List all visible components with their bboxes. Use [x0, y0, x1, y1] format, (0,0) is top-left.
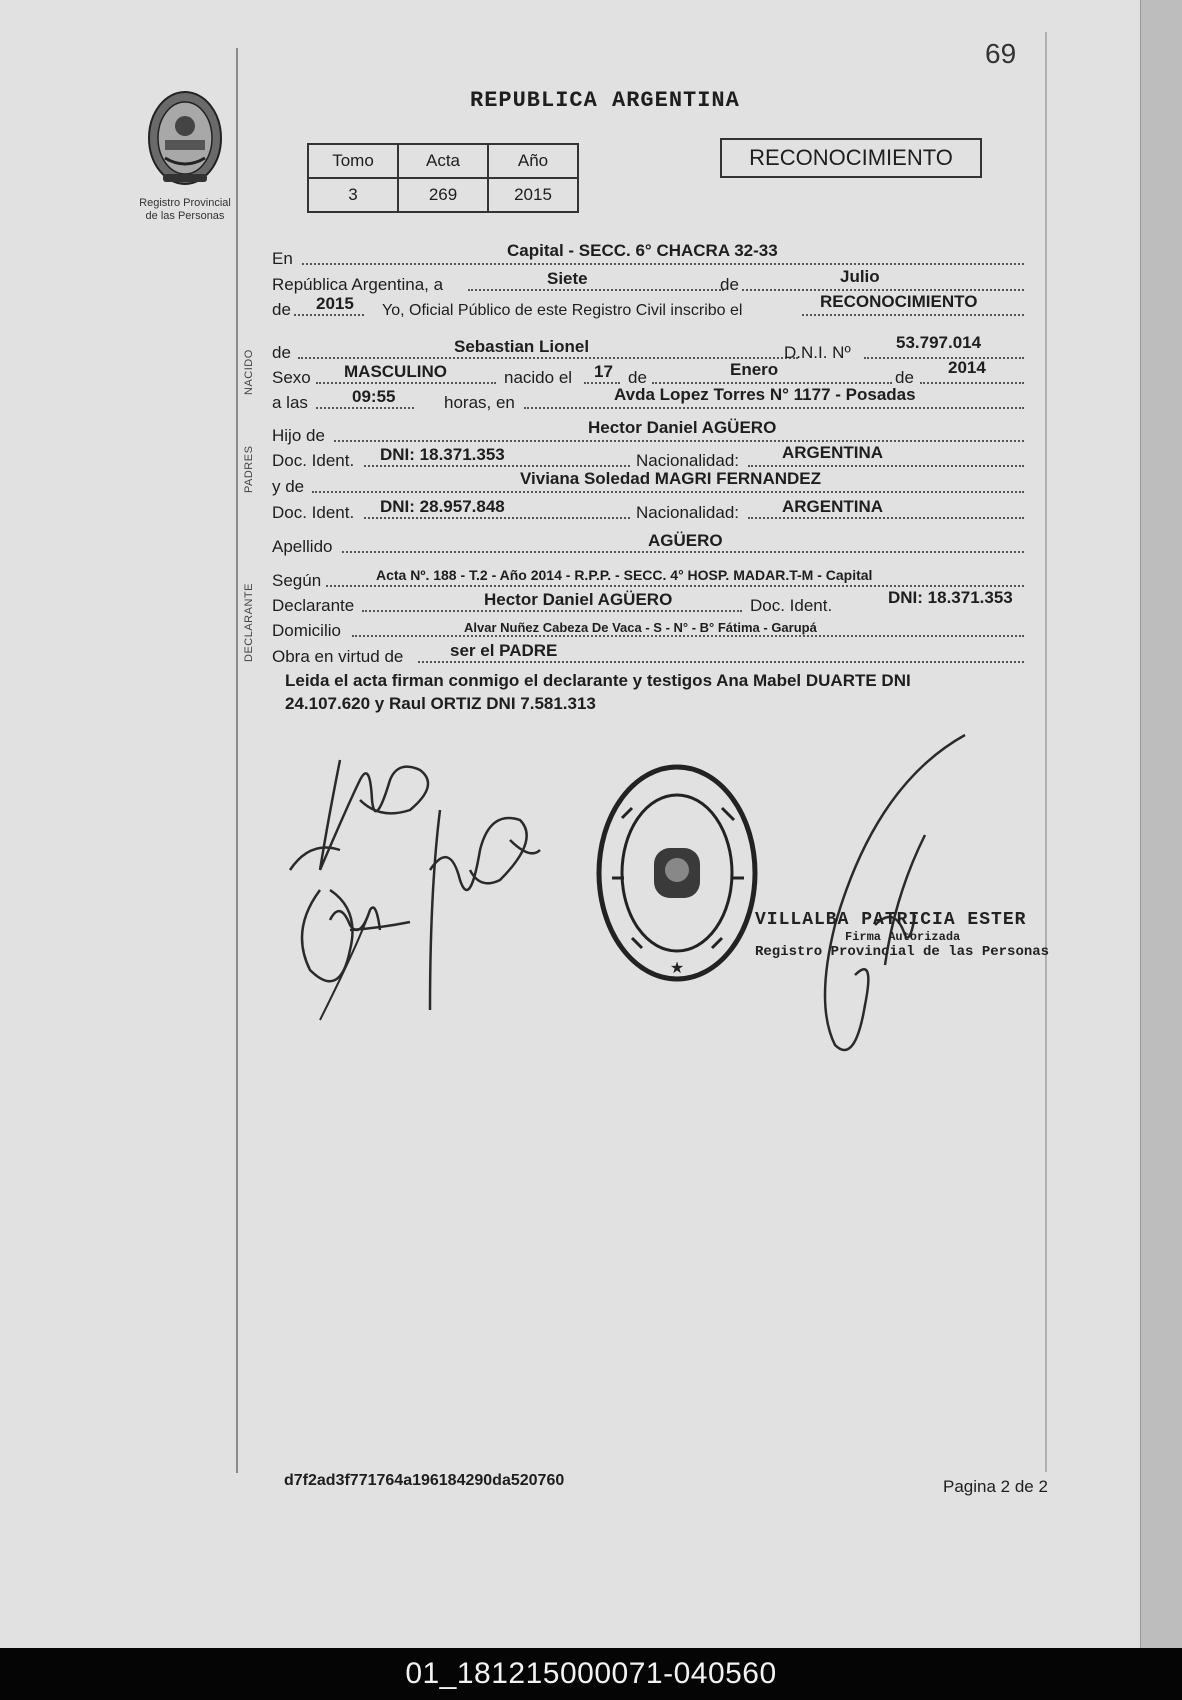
closing-statement	[285, 669, 1030, 715]
madre-value: Viviana Soledad MAGRI FERNANDEZ	[520, 469, 822, 488]
right-margin-rule	[1045, 32, 1047, 1472]
madre-doc-value: DNI: 28.957.848	[380, 497, 505, 516]
registry-logo	[100, 88, 270, 223]
shield-emblem-icon	[143, 88, 227, 188]
logo-caption-line1: Registro Provincial	[139, 197, 231, 209]
segun-value: Acta Nº. 188 - T.2 - Año 2014 - R.P.P. - SECC. 4° HOSP. MADAR.T-M - Capital	[376, 567, 873, 583]
nac-dia-value: 17	[594, 362, 613, 381]
oficial-label: Yo, Oficial Público de este Registro Civil inscribo el	[382, 302, 743, 319]
padre-nac-value: ARGENTINA	[782, 443, 884, 462]
lugar-value: Avda Lopez Torres N° 1177 - Posadas	[614, 385, 916, 404]
official-name: VILLALBA PATRICIA ESTER	[755, 910, 1027, 930]
statement-line-1: Leida el acta firman conmigo el declarante y testigos Ana Mabel DUARTE DNI	[285, 671, 911, 690]
official-org: Registro Provincial de las Personas	[755, 944, 1050, 960]
official-signature	[815, 725, 975, 1065]
col-acta-header: Acta	[398, 144, 488, 178]
padre-doc-value: DNI: 18.371.353	[380, 445, 505, 464]
anio-value-form: 2015	[316, 294, 354, 313]
de4-label: de	[628, 368, 647, 387]
official-stamp	[592, 758, 762, 988]
horas-label: horas, en	[444, 393, 515, 412]
side-label-nacido: NACIDO	[243, 349, 255, 395]
row-madre-doc	[272, 499, 1024, 523]
row-padre	[272, 418, 1024, 446]
statement-line-2: 24.107.620 y Raul ORTIZ DNI 7.581.313	[285, 694, 596, 713]
row-padre-doc	[272, 443, 1024, 471]
row-en	[272, 241, 1024, 269]
madre-nac-value: ARGENTINA	[782, 497, 884, 516]
segun-label: Según	[272, 571, 322, 590]
inscripcion-value: RECONOCIMIENTO	[820, 292, 978, 311]
page-number: 69	[985, 38, 1017, 69]
page-edge	[1140, 0, 1182, 1648]
en-value: Capital - SECC. 6° CHACRA 32-33	[507, 241, 778, 260]
padre-value: Hector Daniel AGÜERO	[588, 418, 777, 437]
domicilio-label: Domicilio	[272, 621, 341, 640]
madre-nac-label: Nacionalidad:	[636, 503, 740, 522]
nac-mes-value: Enero	[730, 360, 779, 379]
row-inscripcion	[272, 292, 1024, 320]
dni-label: D.N.I. Nº	[784, 343, 851, 362]
apellido-value: AGÜERO	[648, 531, 723, 550]
side-label-padres: PADRES	[243, 445, 255, 493]
row-madre	[272, 469, 1024, 497]
row-nombre	[272, 333, 1024, 363]
padre-nac-label: Nacionalidad:	[636, 451, 740, 470]
en-label: En	[272, 249, 293, 268]
republica-label: República Argentina, a	[272, 275, 444, 294]
row-declarante	[272, 588, 1024, 616]
row-domicilio	[272, 617, 1024, 641]
de3-label: de	[272, 343, 291, 362]
registry-table	[307, 143, 579, 213]
declarante-doc-label: Doc. Ident.	[750, 596, 833, 615]
witness-signatures	[280, 740, 570, 1030]
nac-anio-value: 2014	[948, 358, 986, 377]
svg-text:★: ★	[669, 960, 685, 977]
declarante-value: Hector Daniel AGÜERO	[484, 590, 673, 609]
declarante-doc-value: DNI: 18.371.353	[888, 588, 1013, 607]
document-title: REPUBLICA ARGENTINA	[470, 88, 740, 113]
official-block	[755, 910, 1049, 960]
obra-label: Obra en virtud de	[272, 647, 404, 666]
domicilio-value: Alvar Nuñez Cabeza De Vaca - S - N° - B° Fátima - Garupá	[464, 620, 817, 635]
act-type-box: RECONOCIMIENTO	[720, 138, 982, 178]
madre-doc-label: Doc. Ident.	[272, 503, 355, 522]
row-hora	[272, 385, 1024, 413]
side-label-declarante: DECLARANTE	[243, 583, 255, 662]
padre-doc-label: Doc. Ident.	[272, 451, 355, 470]
left-margin-rule	[236, 48, 238, 1473]
yde-label: y de	[272, 477, 305, 496]
de-label: de	[720, 275, 739, 294]
col-anio-header: Año	[488, 144, 578, 178]
sexo-label: Sexo	[272, 368, 311, 387]
row-obra	[272, 643, 1024, 667]
page-indicator: Pagina 2 de 2	[943, 1477, 1048, 1496]
apellido-label: Apellido	[272, 537, 333, 556]
alas-label: a las	[272, 393, 308, 412]
row-apellido	[272, 533, 1024, 557]
anio-value: 2015	[488, 178, 578, 212]
acta-value: 269	[398, 178, 488, 212]
obra-value: ser el PADRE	[450, 641, 558, 660]
sexo-value: MASCULINO	[344, 362, 447, 381]
de2-label: de	[272, 300, 291, 319]
registry-value-row	[308, 178, 578, 212]
nombre-value: Sebastian Lionel	[454, 337, 590, 356]
registry-header-row	[308, 144, 578, 178]
nacido-label: nacido el	[504, 368, 573, 387]
mes-value: Julio	[840, 267, 880, 286]
hora-value: 09:55	[352, 387, 396, 406]
official-role: Firma Autorizada	[845, 930, 961, 944]
col-tomo-header: Tomo	[308, 144, 398, 178]
tomo-value: 3	[308, 178, 398, 212]
hijo-label: Hijo de	[272, 426, 325, 445]
dia-value: Siete	[547, 269, 588, 288]
dni-value: 53.797.014	[896, 333, 982, 352]
de5-label: de	[895, 368, 914, 387]
declarante-label: Declarante	[272, 596, 355, 615]
document-hash: d7f2ad3f771764a196184290da520760	[284, 1472, 565, 1489]
scan-id-bar: 01_181215000071-040560	[0, 1648, 1182, 1700]
logo-caption-line2: de las Personas	[145, 210, 225, 222]
